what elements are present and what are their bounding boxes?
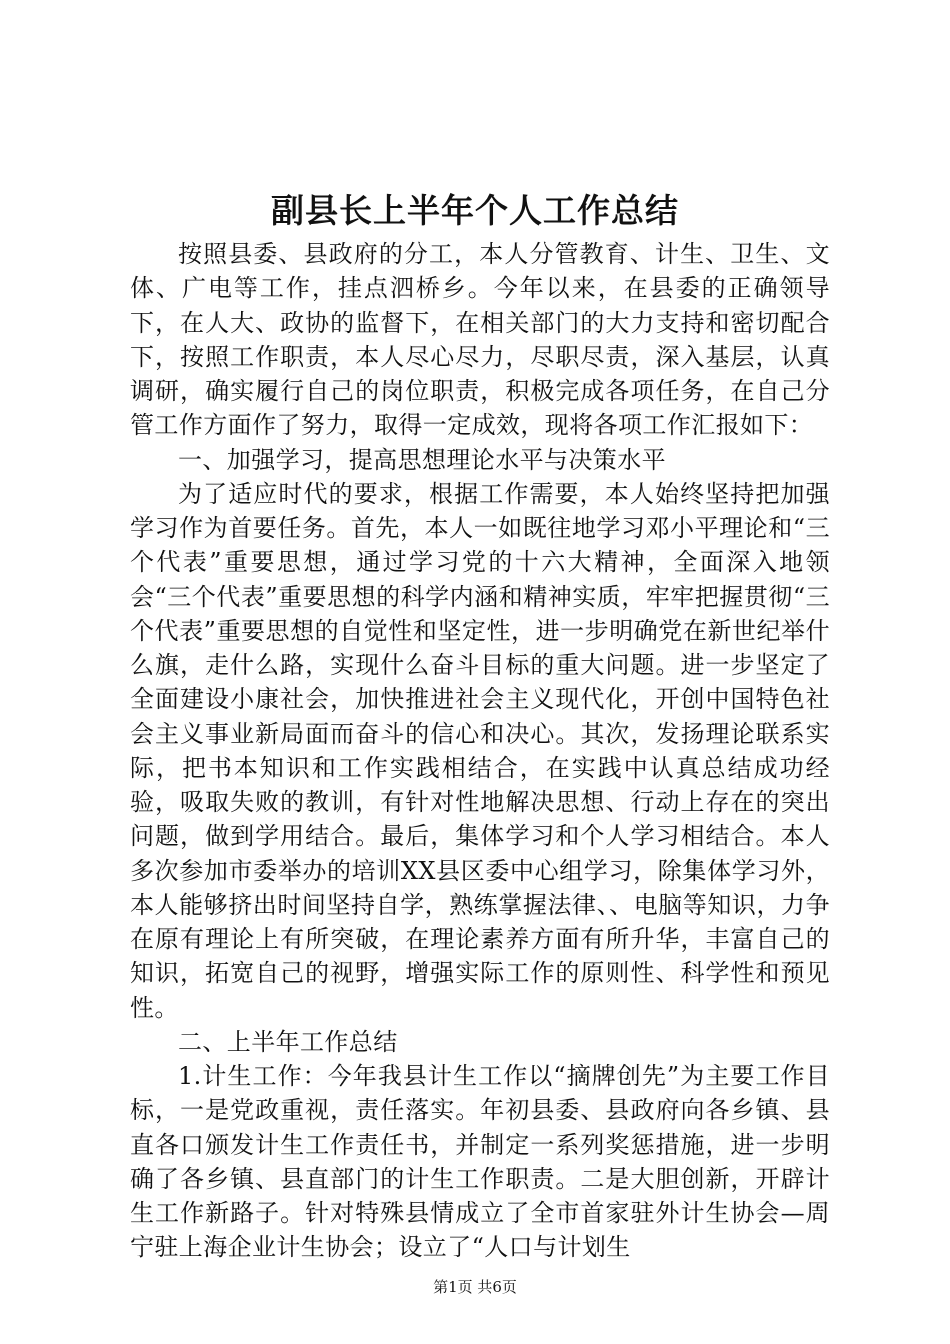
document-title: 副县长上半年个人工作总结 <box>271 191 679 230</box>
document-body <box>130 237 830 1265</box>
page-number-footer: 第1页 共6页 <box>433 1278 517 1296</box>
section-heading-1: 一、加强学习，提高思想理论水平与决策水平 <box>178 445 666 474</box>
paragraph-family-planning: 1.计生工作：今年我县计生工作以“摘牌创先”为主要工作目标，一是党政重视，责任落实。年初县委、县政府向各乡镇、县直各口颁发计生工作责任书，并制定一系列奖惩措施，进一步明确了各乡镇、县直部门的计生工作职责。二是大胆创新，开辟计生工作新路子。针对特殊县情成立了全市首家驻外计生协会—周宁驻上海企业计生协会；设立了“人口与计划生 <box>130 1062 830 1262</box>
section-heading-2: 二、上半年工作总结 <box>178 1027 398 1056</box>
paragraph-intro: 按照县委、县政府的分工，本人分管教育、计生、卫生、文体、广电等工作，挂点泗桥乡。今年以来，在县委的正确领导下，在人大、政协的监督下，在相关部门的大力支持和密切配合下，按照工作职责，本人尽心尽力，尽职尽责，深入基层，认真调研，确实履行自己的岗位职责，积极完成各项任务，在自己分管工作方面作了努力，取得一定成效，现将各项工作汇报如下： <box>130 240 830 440</box>
paragraph-study: 为了适应时代的要求，根据工作需要，本人始终坚持把加强学习作为首要任务。首先，本人一如既往地学习邓小平理论和“三个代表”重要思想，通过学习党的十六大精神，全面深入地领会“三个代表”重要思想的科学内涵和精神实质，牢牢把握贯彻“三个代表”重要思想的自觉性和坚定性，进一步明确党在新世纪举什么旗，走什么路，实现什么奋斗目标的重大问题。进一步坚定了全面建设小康社会，加快推进社会主义现代化，开创中国特色社会主义事业新局面而奋斗的信心和决心。其次，发扬理论联系实际，把书本知识和工作实践相结合，在实践中认真总结成功经验，吸取失败的教训，有针对性地解决思想、行动上存在的突出问题，做到学用结合。最后，集体学习和个人学习相结合。本人多次参加市委举办的培训XX县区委中心组学习，除集体学习外，本人能够挤出时间坚持自学，熟练掌握法律、、电脑等知识，力争在原有理论上有所突破，在理论素养方面有所升华，丰富自己的知识，拓宽自己的视野，增强实际工作的原则性、科学性和预见性。 <box>130 479 830 1022</box>
